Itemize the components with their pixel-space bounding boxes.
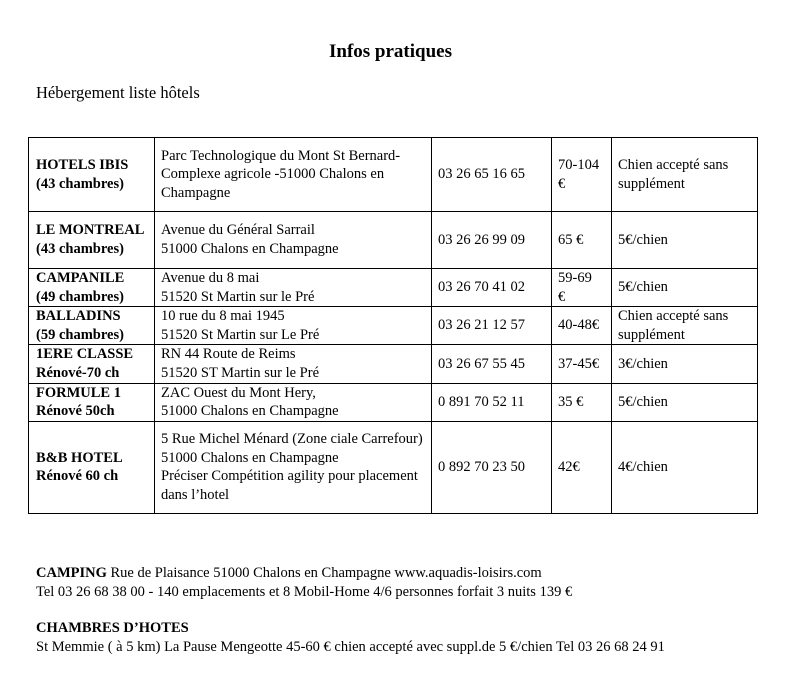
- hotel-dog-policy: Chien accepté sans supplément: [612, 307, 758, 345]
- page-title: Infos pratiques: [329, 41, 452, 62]
- hotel-price: 70-104 €: [552, 138, 612, 212]
- table-row: [29, 383, 758, 421]
- hotel-address: ZAC Ouest du Mont Hery, 51000 Chalons en Champagne: [155, 383, 432, 421]
- hotel-price: 42€: [552, 421, 612, 513]
- hotel-address: Avenue du Général Sarrail 51000 Chalons en Champagne: [155, 212, 432, 269]
- camping-label: CAMPING: [36, 565, 107, 581]
- hotel-dog-policy: Chien accepté sans supplément: [612, 138, 758, 212]
- hotel-price: 35 €: [552, 383, 612, 421]
- table-row: [29, 269, 758, 307]
- hotel-price: 65 €: [552, 212, 612, 269]
- hotel-dog-policy: 5€/chien: [612, 212, 758, 269]
- hotel-phone: 0 891 70 52 11: [432, 383, 552, 421]
- table-row: [29, 307, 758, 345]
- chambres-hotes-info: [36, 619, 776, 656]
- hotel-name: CAMPANILE (49 chambres): [29, 269, 155, 307]
- hotel-address: 10 rue du 8 mai 1945 51520 St Martin sur Le Pré: [155, 307, 432, 345]
- hotels-table: [28, 137, 758, 514]
- hotel-name: HOTELS IBIS (43 chambres): [29, 138, 155, 212]
- hotel-phone: 03 26 21 12 57: [432, 307, 552, 345]
- hotel-name: BALLADINS (59 chambres): [29, 307, 155, 345]
- table-row: [29, 345, 758, 383]
- table-row: [29, 212, 758, 269]
- hotel-price: 40-48€: [552, 307, 612, 345]
- hotel-name: LE MONTREAL (43 chambres): [29, 212, 155, 269]
- table-row: [29, 421, 758, 513]
- camping-line-2: Tel 03 26 68 38 00 - 140 emplacements et 8 Mobil-Home 4/6 personnes forfait 3 nuits 139 €: [36, 583, 573, 600]
- hotel-address: Avenue du 8 mai 51520 St Martin sur le Pré: [155, 269, 432, 307]
- table-row: [29, 138, 758, 212]
- hotel-name: B&B HOTEL Rénové 60 ch: [29, 421, 155, 513]
- hotel-address: RN 44 Route de Reims 51520 ST Martin sur le Pré: [155, 345, 432, 383]
- hotel-address: 5 Rue Michel Ménard (Zone ciale Carrefour) 51000 Chalons en Champagne Préciser Compétition agility pour placement dans l’hotel: [155, 421, 432, 513]
- hotel-price: 59-69 €: [552, 269, 612, 307]
- hotel-phone: 03 26 26 99 09: [432, 212, 552, 269]
- camping-line-1: [36, 564, 776, 583]
- hotel-dog-policy: 3€/chien: [612, 345, 758, 383]
- hotel-name: 1ERE CLASSE Rénové-70 ch: [29, 345, 155, 383]
- hotel-phone: 03 26 67 55 45: [432, 345, 552, 383]
- hotel-price: 37-45€: [552, 345, 612, 383]
- camping-info: [36, 564, 776, 601]
- chambres-hotes-label: CHAMBRES D’HOTES: [36, 620, 189, 636]
- hotel-dog-policy: 5€/chien: [612, 383, 758, 421]
- hotel-dog-policy: 4€/chien: [612, 421, 758, 513]
- chambres-hotes-line: St Memmie ( à 5 km) La Pause Mengeotte 45-60 € chien accepté avec suppl.de 5 €/chien Tel 03 26 68 24 91: [36, 638, 665, 655]
- hotel-name: FORMULE 1 Rénové 50ch: [29, 383, 155, 421]
- hotel-phone: 03 26 70 41 02: [432, 269, 552, 307]
- hotel-phone: 0 892 70 23 50: [432, 421, 552, 513]
- camping-address: Rue de Plaisance 51000 Chalons en Champagne www.aquadis-loisirs.com: [106, 565, 542, 581]
- hotel-address: Parc Technologique du Mont St Bernard- Complexe agricole -51000 Chalons en Champagne: [155, 138, 432, 212]
- hotel-phone: 03 26 65 16 65: [432, 138, 552, 212]
- section-subtitle: Hébergement liste hôtels: [36, 83, 200, 102]
- hotel-dog-policy: 5€/chien: [612, 269, 758, 307]
